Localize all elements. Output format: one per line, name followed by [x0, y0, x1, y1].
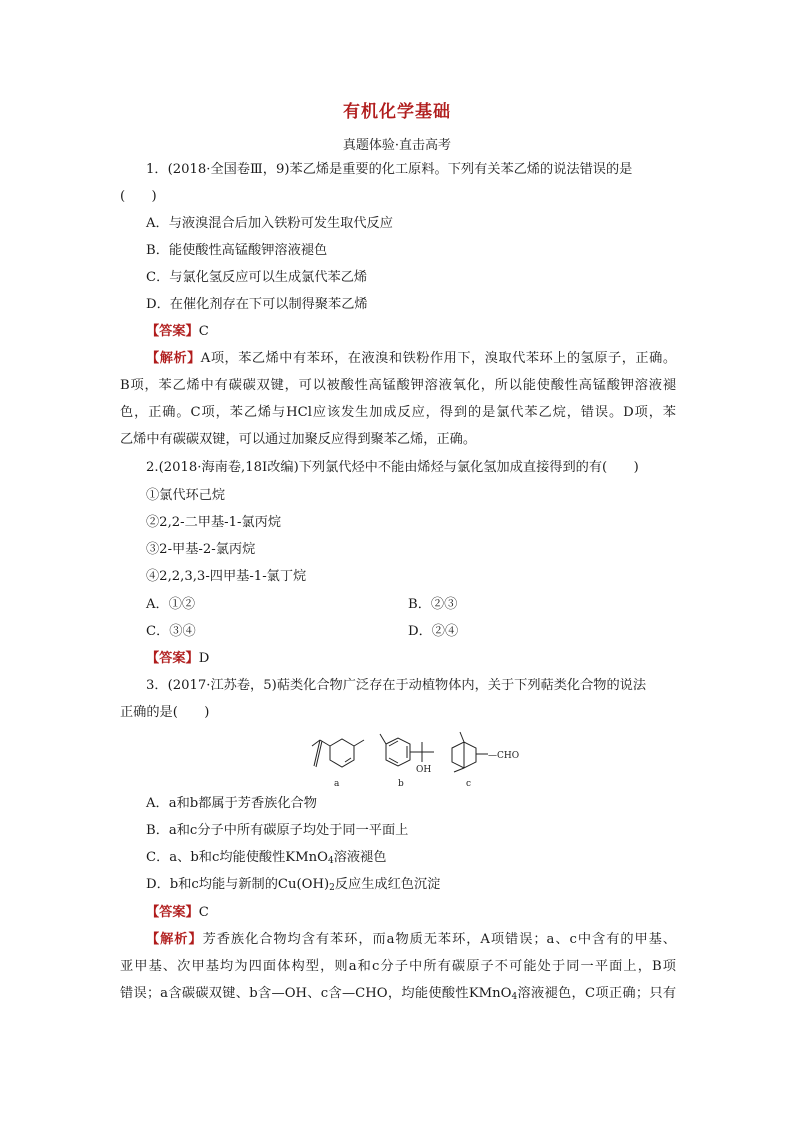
answer-value: C	[198, 905, 209, 920]
q1-analysis-line-4: 乙烯中有碳碳双键，可以通过加聚反应得到聚苯乙烯，正确。	[120, 432, 477, 447]
q1-analysis-line-2: B项，苯乙烯中有碳碳双键，可以被酸性高锰酸钾溶液氧化，所以能使酸性高锰酸钾溶液褪	[120, 378, 676, 393]
structure-c-methyl-2	[454, 768, 464, 772]
option-text: D．b和c均能与新制的Cu(OH)	[146, 877, 330, 892]
answer-tag: 【答案】	[146, 905, 199, 920]
q1-option-c: C．与氯化氢反应可以生成氯代苯乙烯	[146, 270, 368, 285]
q2-item-3: ③2-甲基-2-氯丙烷	[146, 542, 256, 557]
label-oh: OH	[416, 765, 432, 775]
answer-value: D	[198, 651, 210, 666]
answer-value: C	[198, 324, 209, 339]
analysis-text: 错误；a含碳碳双键、b含—OH、c含—CHO，均能使酸性KMnO	[120, 986, 512, 1001]
label-a: a	[334, 779, 340, 789]
q2-item-1: ①氯代环己烷	[146, 488, 226, 503]
q1-paren: ( )	[120, 189, 157, 204]
q2-item-2: ②2,2-二甲基-1-氯丙烷	[146, 515, 282, 530]
subscript: 4	[327, 856, 334, 866]
q2-option-b: B．②③	[408, 597, 458, 612]
section-subtitle: 真题体验·直击高考	[342, 138, 452, 153]
q3-option-b: B．a和c分子中所有碳原子均处于同一平面上	[146, 823, 409, 838]
structure-b-methyl	[380, 734, 386, 744]
q2-stem: 2.(2018·海南卷,18Ⅰ改编)下列氯代烃中不能由烯烃与氯化氢加成直接得到的有( )	[146, 460, 639, 475]
structure-a-methyl	[354, 740, 364, 746]
option-text-end: 溶液褪色	[333, 850, 387, 865]
q3-analysis-line-1	[146, 930, 676, 950]
q3-stem-cont: 正确的是( )	[120, 705, 210, 720]
label-cho: —CHO	[488, 751, 520, 761]
structure-a-double-bond	[345, 758, 351, 762]
structure-c-methyl	[460, 732, 464, 742]
q1-stem: 1．(2018·全国卷Ⅲ，9)苯乙烯是重要的化工原料。下列有关苯乙烯的说法错误的是	[146, 162, 633, 177]
q1-answer	[146, 322, 209, 342]
q3-analysis-line-2: 亚甲基、次甲基均为四面体构型，则a和c分子中所有碳原子不可能处于同一平面上，B项	[120, 959, 676, 974]
q2-option-a: A．①②	[146, 597, 196, 612]
answer-tag: 【答案】	[146, 324, 199, 339]
option-text: C．a、b和c均能使酸性KMnO	[146, 850, 328, 865]
q1-analysis-line-1	[146, 349, 676, 369]
label-b: b	[398, 779, 404, 789]
q3-option-d	[146, 875, 440, 898]
q3-stem: 3．(2017·江苏卷，5)萜类化合物广泛存在于动植物体内，关于下列萜类化合物的说法	[146, 678, 647, 693]
structure-a-ring	[330, 739, 354, 767]
label-c: c	[466, 779, 472, 789]
structures-svg	[290, 730, 530, 792]
q3-answer	[146, 903, 209, 923]
page-title: 有机化学基础	[343, 102, 451, 122]
structure-b-ring	[386, 738, 410, 766]
analysis-text: 芳香族化合物均含有苯环，而a物质无苯环，A项错误；a、c中含有的甲基、	[202, 932, 676, 947]
q2-answer	[146, 649, 209, 669]
q1-option-d: D．在催化剂存在下可以制得聚苯乙烯	[146, 297, 368, 312]
q1-analysis-line-3: 色，正确。C项，苯乙烯与HCl应该发生加成反应，得到的是氯代苯乙烷，错误。D项，苯	[120, 405, 676, 420]
q1-option-a: A．与液溴混合后加入铁粉可发生取代反应	[146, 216, 393, 231]
q3-option-a: A．a和b都属于芳香族化合物	[146, 796, 317, 811]
q2-item-4: ④2,2,3,3-四甲基-1-氯丁烷	[146, 569, 307, 584]
answer-tag: 【答案】	[146, 651, 199, 666]
analysis-tag: 【解析】	[146, 351, 201, 366]
option-text-end: 反应生成红色沉淀	[334, 877, 441, 892]
terpene-structures-figure	[290, 730, 530, 792]
subscript: 4	[511, 992, 518, 1002]
analysis-tag: 【解析】	[146, 932, 203, 947]
subscript: 2	[329, 883, 335, 893]
q3-option-c	[146, 848, 386, 871]
q1-option-b: B．能使酸性高锰酸钾溶液褪色	[146, 243, 328, 258]
q2-option-c: C．③④	[146, 624, 196, 639]
q3-analysis-line-3	[120, 984, 676, 1007]
analysis-text-end: 溶液褪色，C项正确；只有	[517, 986, 677, 1001]
q2-option-d: D．②④	[408, 624, 459, 639]
analysis-text: A项，苯乙烯中有苯环，在液溴和铁粉作用下，溴取代苯环上的氢原子，正确。	[200, 351, 676, 366]
